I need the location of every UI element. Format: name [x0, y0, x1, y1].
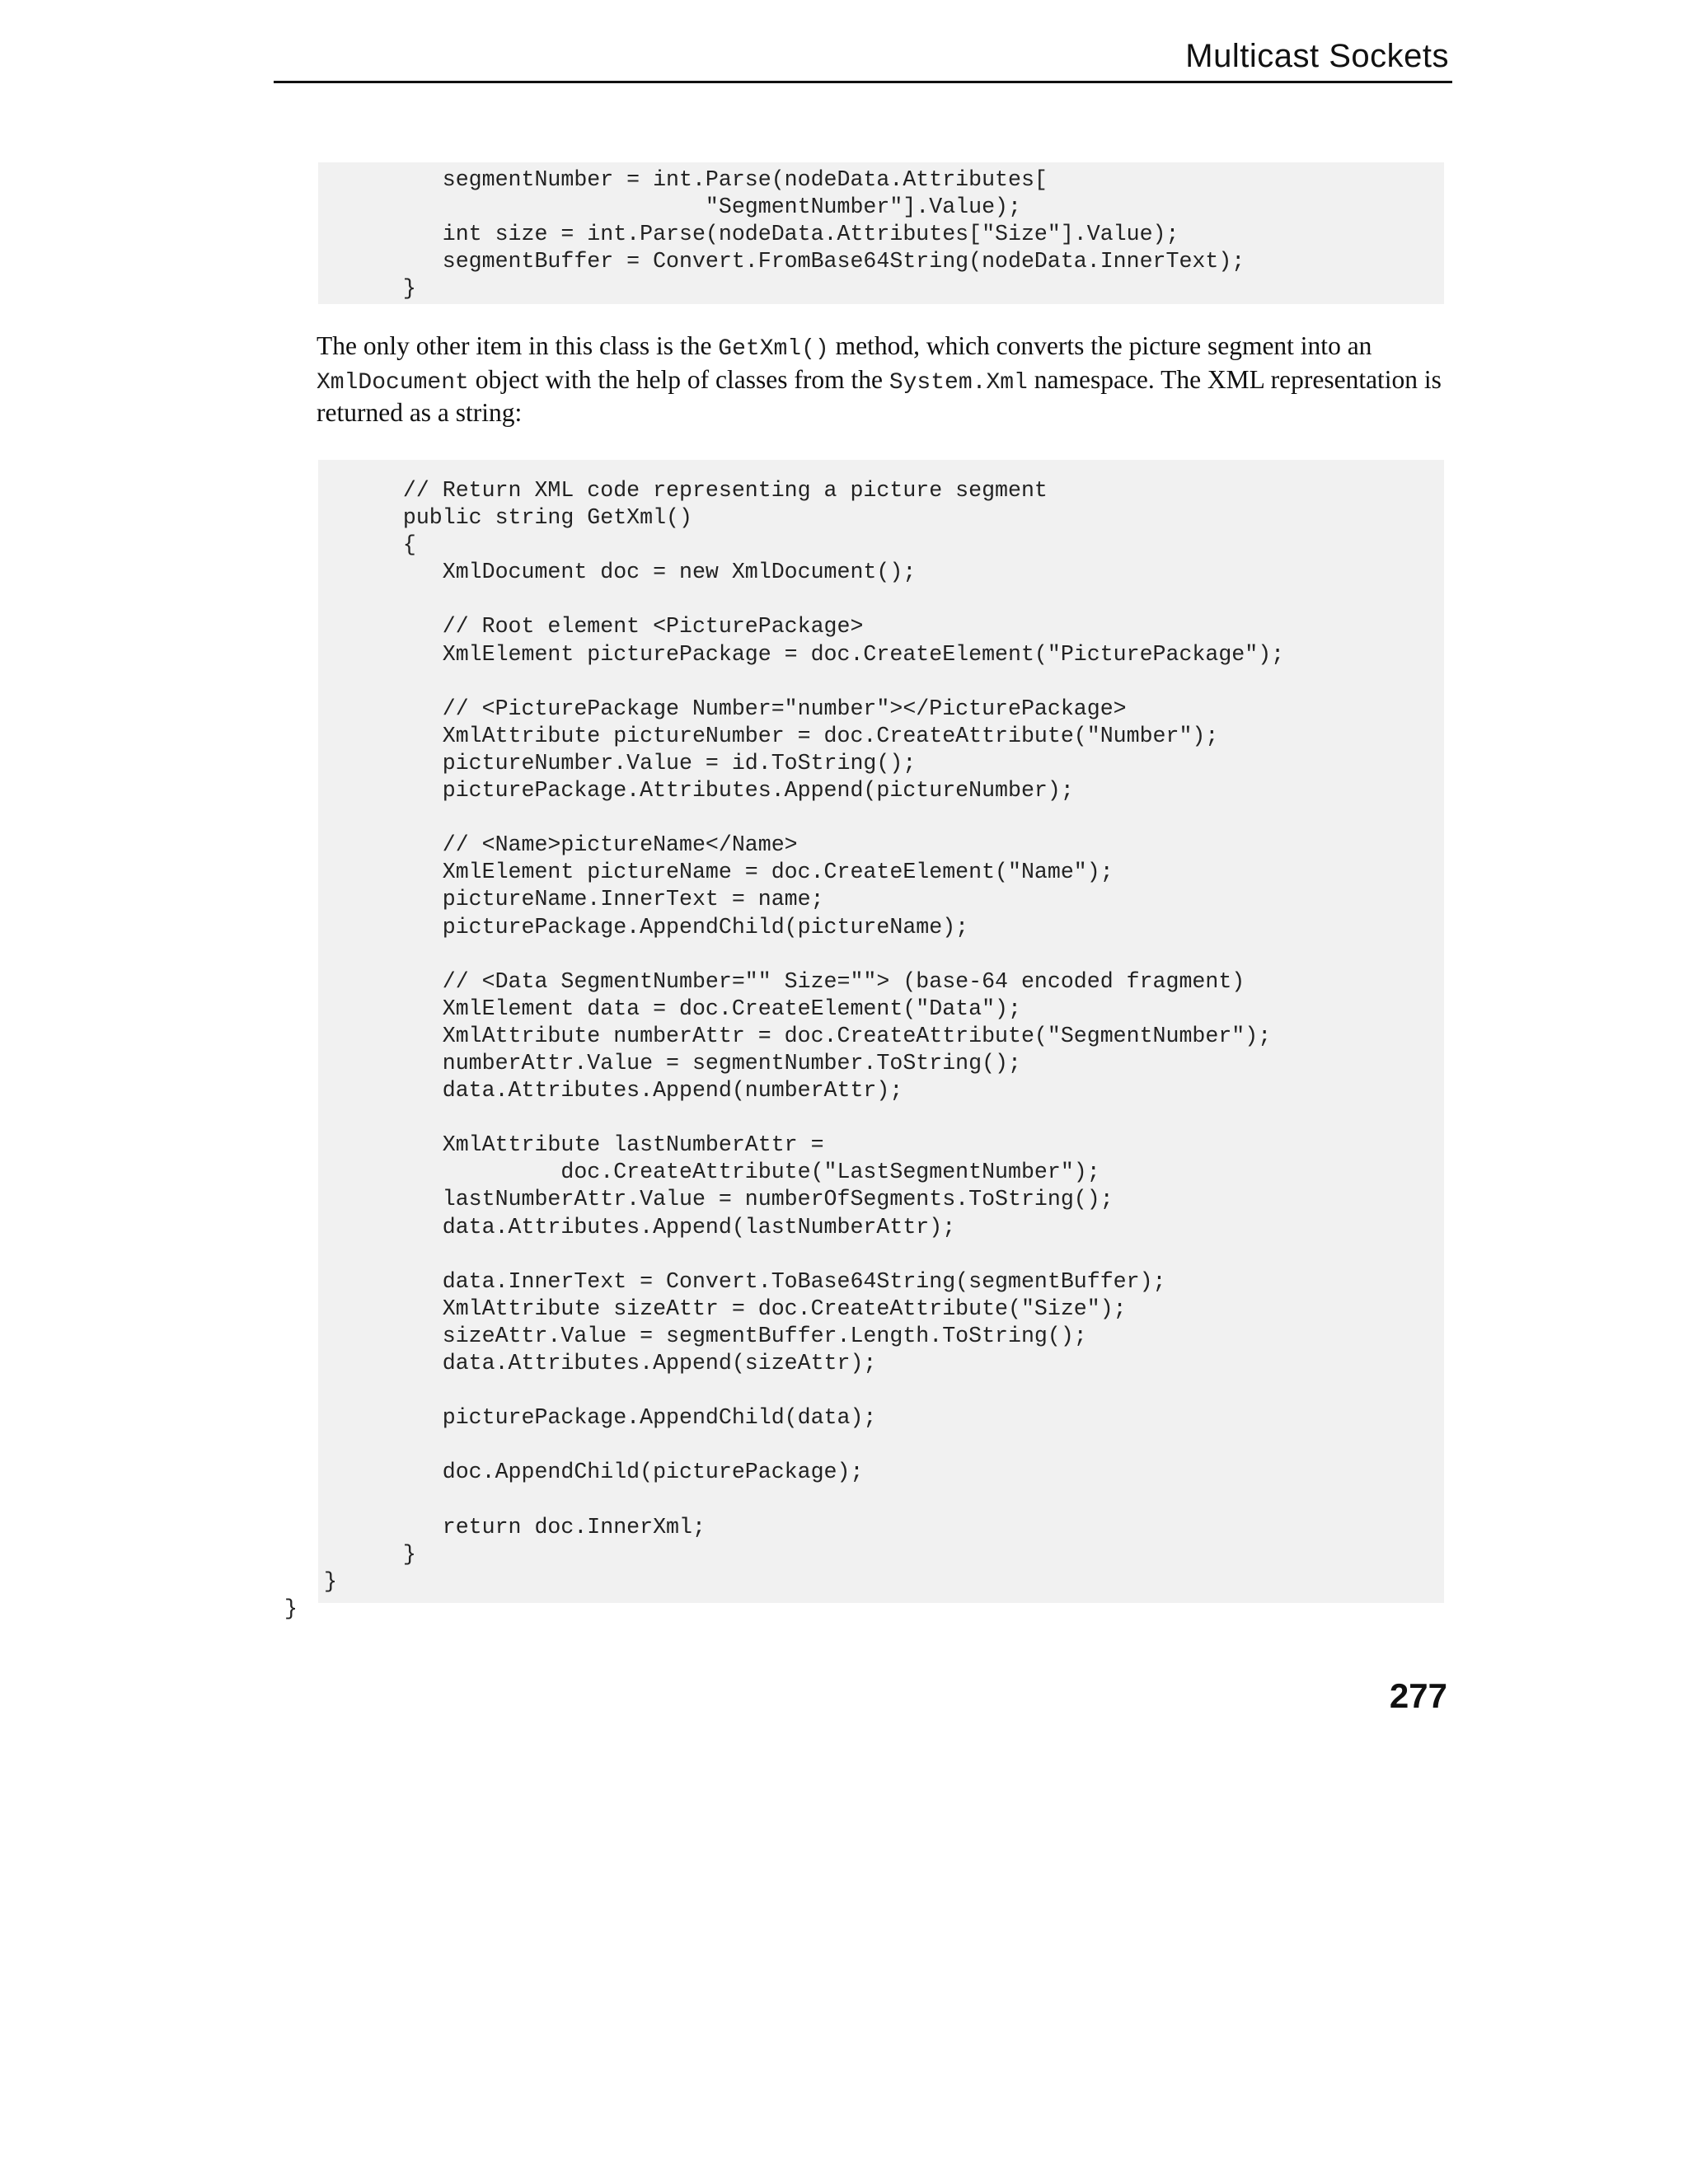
code-line: // Root element <PicturePackage>: [363, 614, 864, 640]
code-line: // Return XML code representing a picture segment: [363, 478, 1048, 503]
code-line: data.InnerText = Convert.ToBase64String(segmentBuffer);: [363, 1268, 1166, 1294]
paragraph-text: namespace. The XML representation is returned as a string:: [316, 364, 1442, 427]
code-line: {: [363, 532, 416, 558]
code-line: XmlAttribute numberAttr = doc.CreateAttribute("SegmentNumber");: [363, 1023, 1272, 1048]
code-line: picturePackage.Attributes.Append(pictureNumber);: [363, 778, 1074, 804]
code-line: sizeAttr.Value = segmentBuffer.Length.ToString();: [363, 1323, 1087, 1348]
chapter-title: Multicast Sockets: [1185, 38, 1449, 74]
code-line: [363, 1432, 1444, 1459]
code-line: XmlElement picturePackage = doc.CreateElement("PicturePackage");: [363, 641, 1285, 667]
paragraph-text: object with the help of classes from the: [468, 364, 889, 394]
code-line: [363, 1377, 1444, 1404]
inline-code-xmldocument: XmlDocument: [316, 369, 469, 396]
code-line: XmlAttribute pictureNumber = doc.CreateAttribute("Number");: [363, 723, 1219, 748]
paragraph-text: The only other item in this class is the: [316, 331, 719, 360]
code-line: // <PicturePackage Number="number"></PicturePackage>: [363, 696, 1127, 721]
code-line: }: [284, 1596, 298, 1621]
code-line: picturePackage.AppendChild(data);: [363, 1405, 877, 1431]
code-line: return doc.InnerXml;: [363, 1514, 706, 1540]
code-line: lastNumberAttr.Value = numberOfSegments.ToString();: [363, 1187, 1114, 1212]
code-line: [363, 1486, 1444, 1513]
code-line: }: [363, 276, 416, 302]
code-line: XmlElement data = doc.CreateElement("Data");: [363, 996, 1021, 1021]
code-line: pictureNumber.Value = id.ToString();: [363, 750, 917, 776]
code-line: }: [324, 1568, 337, 1594]
paragraph-text: method, which converts the picture segment into an: [828, 331, 1372, 360]
code-line: doc.CreateAttribute("LastSegmentNumber");: [363, 1160, 1100, 1185]
code-line: [363, 586, 1444, 613]
code-line: numberAttr.Value = segmentNumber.ToString();: [363, 1050, 1021, 1076]
code-block: [318, 162, 1444, 304]
code-line: XmlAttribute sizeAttr = doc.CreateAttribute("Size");: [363, 1296, 1127, 1321]
code-line: int size = int.Parse(nodeData.Attributes["Size"].Value);: [363, 222, 1179, 247]
inline-code-system-xml: System.Xml: [889, 369, 1028, 396]
code-line: pictureName.InnerText = name;: [363, 887, 824, 912]
inline-code-getxml: GetXml(): [718, 336, 829, 362]
code-line: public string GetXml(): [363, 505, 692, 531]
code-line: doc.AppendChild(picturePackage);: [363, 1460, 864, 1485]
code-line: [363, 1241, 1444, 1268]
code-line: segmentBuffer = Convert.FromBase64String(nodeData.InnerText);: [363, 249, 1245, 274]
code-line: [363, 804, 1444, 832]
code-line: segmentNumber = int.Parse(nodeData.Attributes[: [363, 167, 1048, 192]
page-number: 277: [1389, 1676, 1447, 1715]
code-line: XmlAttribute lastNumberAttr =: [363, 1132, 824, 1158]
code-line: data.Attributes.Append(numberAttr);: [363, 1078, 903, 1104]
code-line: }: [363, 1541, 416, 1567]
code-line: [363, 1104, 1444, 1132]
running-head: [274, 35, 1452, 83]
body-paragraph: [316, 331, 1446, 429]
code-block: [284, 460, 1444, 1621]
code-line: "SegmentNumber"].Value);: [363, 194, 1021, 220]
code-line: XmlElement pictureName = doc.CreateElement("Name");: [363, 860, 1114, 885]
code-line: data.Attributes.Append(lastNumberAttr);: [363, 1214, 956, 1240]
code-line: picturePackage.AppendChild(pictureName);: [363, 914, 969, 940]
code-line: // <Data SegmentNumber="" Size=""> (base-64 encoded fragment): [363, 968, 1245, 994]
code-line: [363, 668, 1444, 696]
code-line: XmlDocument doc = new XmlDocument();: [363, 560, 917, 585]
code-line: [363, 941, 1444, 968]
code-line: data.Attributes.Append(sizeAttr);: [363, 1351, 877, 1376]
code-line: // <Name>pictureName</Name>: [363, 832, 798, 858]
